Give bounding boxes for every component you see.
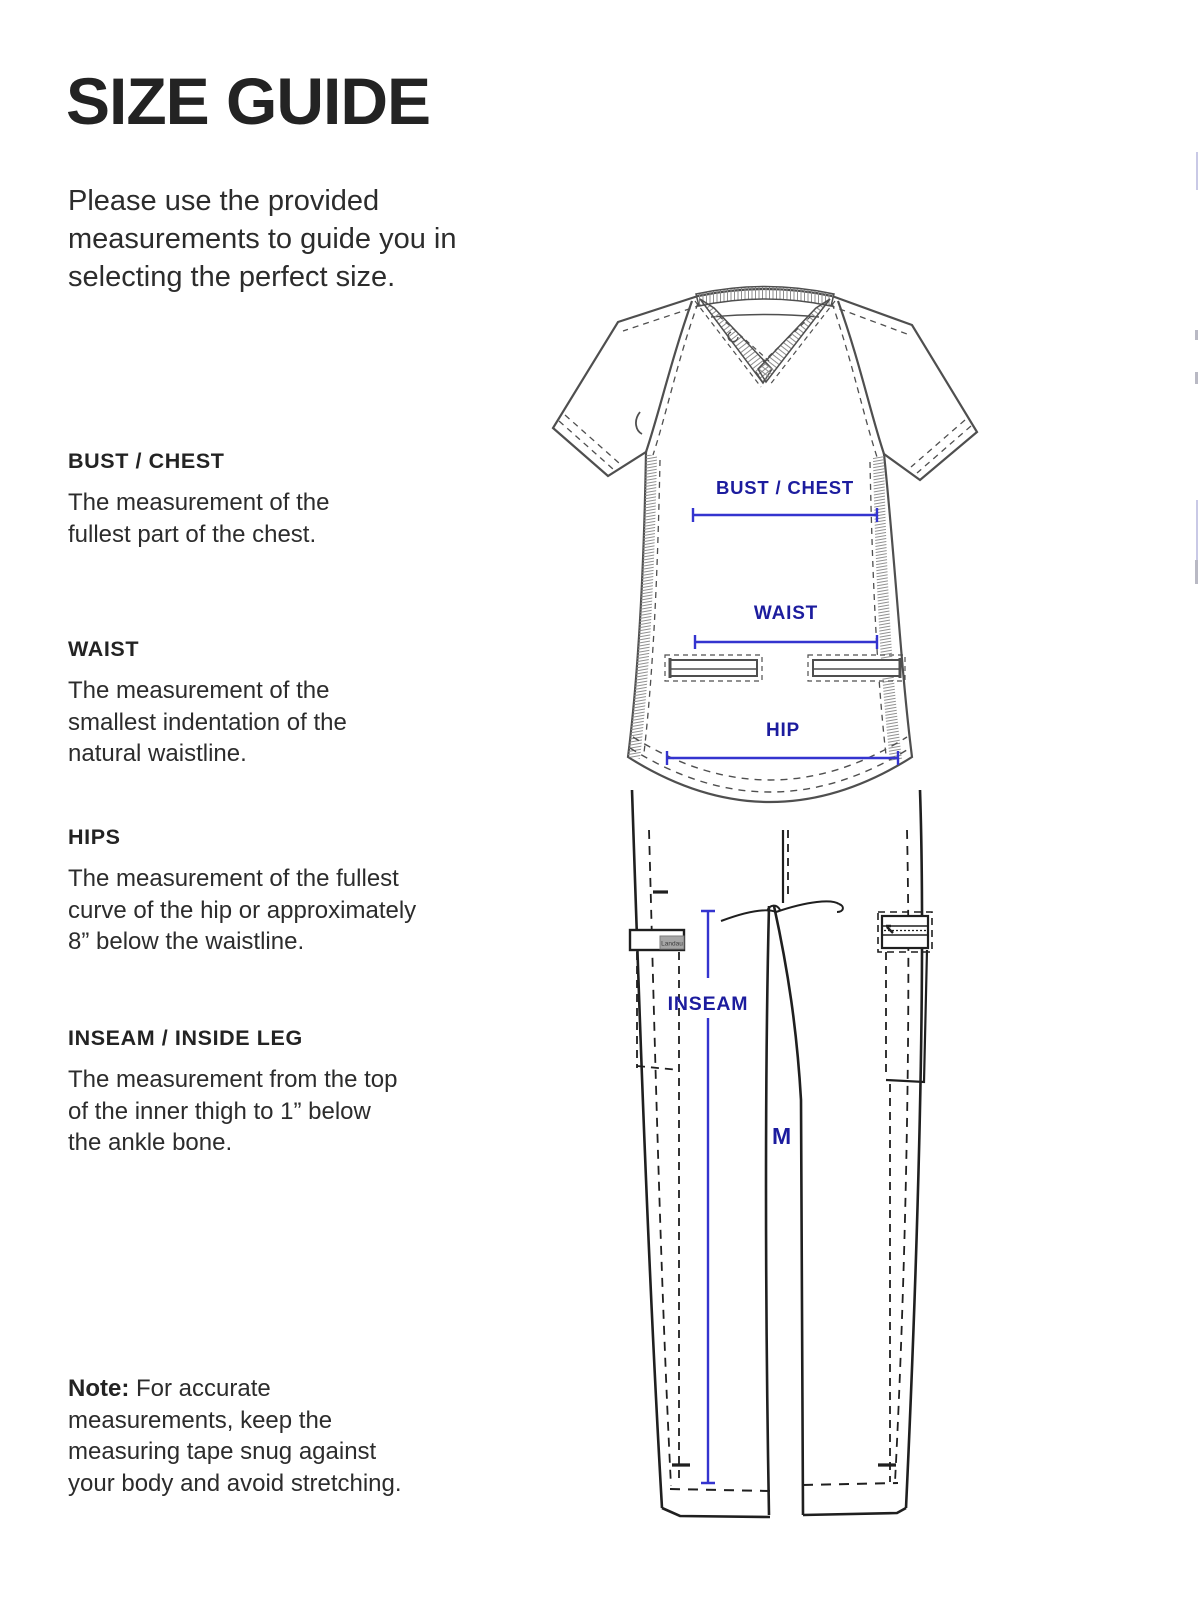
inseam-label: INSEAM: [667, 993, 749, 1015]
section-hips: [68, 824, 538, 958]
drawstring: [721, 901, 843, 921]
note: [68, 1373, 402, 1499]
section-body-line: natural waistline.: [68, 740, 247, 767]
section-heading: BUST / CHEST: [68, 449, 225, 473]
right-cargo-pocket: [878, 912, 932, 1482]
note-text: For accurate: [136, 1375, 271, 1402]
size-label: M: [772, 1123, 792, 1149]
section-body-line: The measurement of the: [68, 489, 330, 516]
note-line: your body and avoid stretching.: [68, 1469, 402, 1497]
section-body-line: The measurement from the top: [68, 1066, 398, 1093]
note-line: measurements, keep the: [68, 1406, 333, 1434]
section-body-line: smallest indentation of the: [68, 708, 347, 736]
pants-right-inner-seam: [774, 906, 803, 1515]
section-heading: INSEAM / INSIDE LEG: [68, 1026, 303, 1050]
note-line: measuring tape snug against: [68, 1438, 377, 1465]
pants-left-outer-seam: [632, 790, 662, 1508]
section-body-line: fullest part of the chest.: [68, 520, 317, 548]
section-body-line: curve of the hip or approximately: [68, 896, 417, 924]
edge-artifact: [1195, 330, 1198, 340]
pants-left-seam-stitch: [649, 830, 671, 1486]
pants-left-hem-stitch: [670, 1489, 770, 1491]
scrub-pants-illustration: [630, 790, 932, 1517]
bust-label: BUST / CHEST: [715, 477, 855, 498]
size-diagram: [520, 270, 1000, 1550]
intro-line: selecting the perfect size.: [68, 261, 396, 293]
section-body-line: The measurement of the fullest: [68, 865, 399, 892]
intro-line: Please use the provided: [68, 185, 380, 217]
pants-right-hem-stitch: [803, 1483, 898, 1485]
section-body-line: of the inner thigh to 1” below: [68, 1097, 371, 1125]
page-title: SIZE GUIDE: [66, 64, 431, 138]
edge-artifact: [1195, 372, 1198, 384]
section-body-line: the ankle bone.: [68, 1129, 233, 1156]
pants-left-inner-seam: [766, 906, 769, 1515]
section-heading: HIPS: [68, 825, 121, 849]
section-body-line: The measurement of the: [68, 677, 330, 704]
note-label: Note:: [68, 1375, 130, 1402]
section-waist: [68, 636, 538, 770]
edge-artifact: [1195, 560, 1198, 584]
intro-text: [68, 182, 457, 296]
pocket-tag-label: Landau: [661, 940, 683, 948]
pants-left-hem: [662, 1508, 770, 1517]
section-heading: WAIST: [68, 637, 140, 661]
section-bust-chest: [68, 448, 538, 550]
note-line: [68, 1373, 402, 1405]
waist-label: WAIST: [753, 603, 819, 624]
edge-artifact: [1196, 152, 1198, 190]
section-inseam: [68, 1025, 538, 1159]
hip-label: HIP: [765, 720, 801, 741]
intro-line: measurements to guide you in: [68, 223, 457, 255]
pants-right-hem: [803, 1508, 906, 1515]
section-body-line: 8” below the waistline.: [68, 928, 305, 955]
